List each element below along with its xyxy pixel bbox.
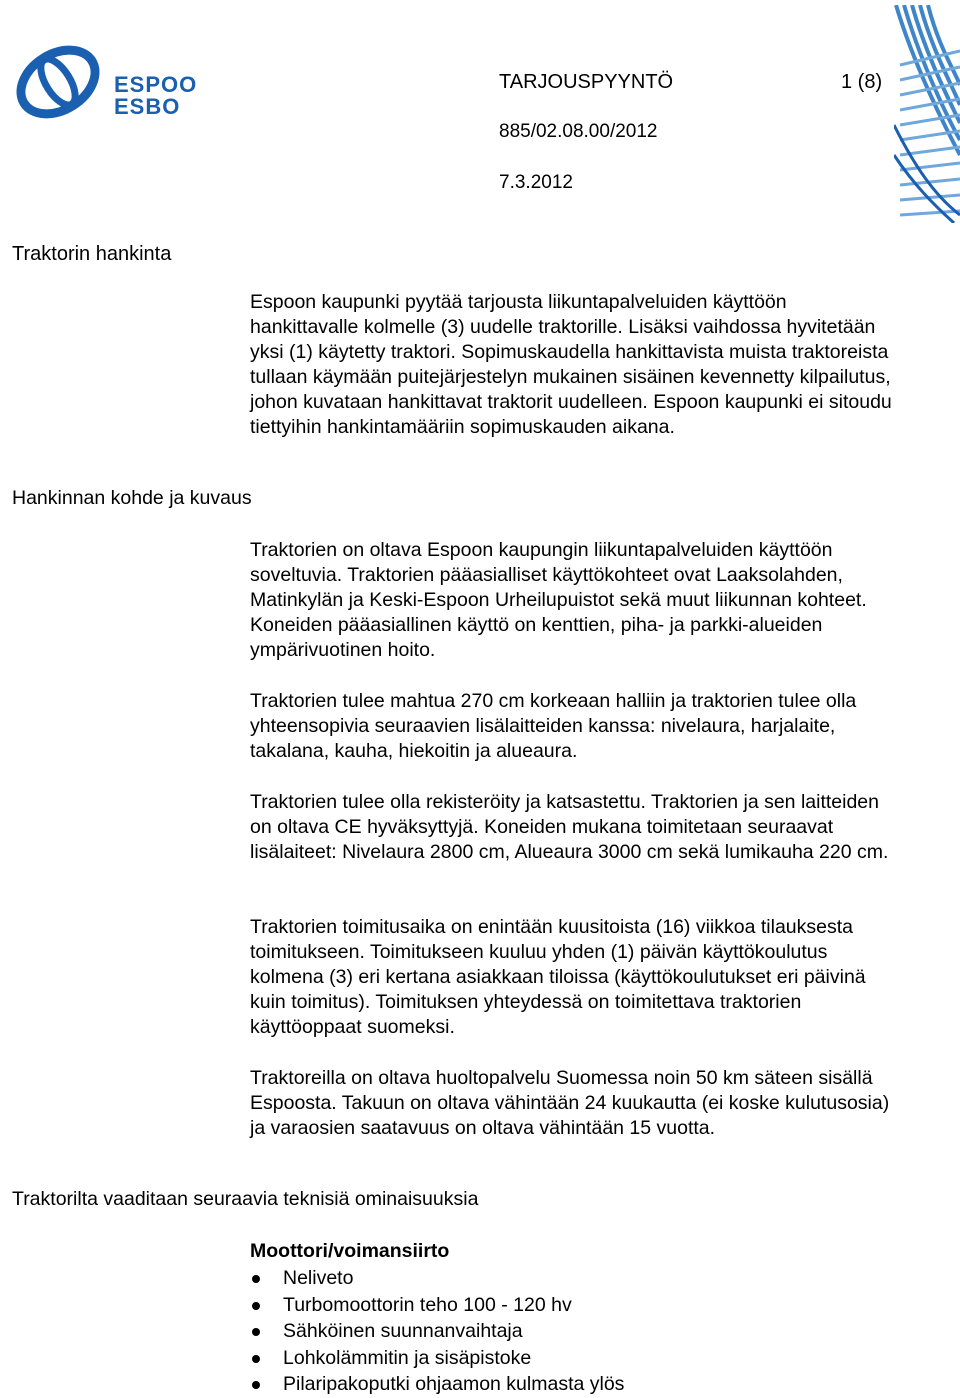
bullet-icon — [252, 1381, 260, 1389]
decorative-corner-graphic — [894, 5, 960, 223]
document-type: TARJOUSPYYNTÖ — [499, 71, 674, 93]
list-item — [250, 1265, 900, 1292]
list-item-text: Pilaripakoputki ohjaamon kulmasta ylös — [283, 1373, 625, 1395]
logo-line-1: ESPOO — [114, 72, 198, 97]
paragraph-intro: Espoon kaupunki pyytää tarjousta liikuntapalveluiden käyttöön hankittavalle kolmelle (3) uudelle traktorille. Lisäksi vaihdossa hyvitetään yksi (1) käytetty traktori. Sopimuskaudella hankittavista muista traktoreista tullaan käymään puitejärjestelyn mukainen sisäinen kevennetty kilpailutus, johon kuvataan hankittavat traktorit uudelleen. Espoon kaupunki ei sitoudu tiettyihin hankintamääriin sopimuskauden aikana. — [250, 291, 892, 438]
list-item — [250, 1318, 900, 1345]
list-item-text: Turbomoottorin teho 100 - 120 hv — [283, 1293, 572, 1316]
paragraph-delivery: Traktorien toimitusaika on enintään kuusitoista (16) viikkoa tilauksesta toimitukseen. Toimitukseen kuuluu yhden (1) päivän käyttökoulutus kolmena (3) eri kertana asiakkaan tiloissa (käyttökoulutukset eri päivinä kuin toimitus). Toimituksen yhteydessä on toimitettava traktorien käyttöoppaat suomeksi. — [250, 916, 866, 1038]
document-date: 7.3.2012 — [499, 172, 573, 193]
list-item — [250, 1371, 900, 1398]
list-item-text: Neliveto — [283, 1267, 354, 1289]
bullet-icon — [252, 1328, 260, 1336]
list-item-text: Lohkolämmitin ja sisäpistoke — [283, 1346, 532, 1369]
bullet-icon — [252, 1275, 260, 1283]
main-title: Traktorin hankinta — [12, 243, 172, 265]
requirements-list — [250, 1265, 900, 1398]
paragraph-dimensions: Traktorien tulee mahtua 270 cm korkeaan halliin ja traktorien tulee olla yhteensopivia seuraavien lisälaitteiden kanssa: nivelaura, harjalaite, takalana, kauha, hiekoitin ja alueaura. — [250, 690, 857, 762]
bullet-icon — [252, 1302, 260, 1310]
list-item-text: Sähköinen suunnanvaihtaja — [283, 1320, 523, 1342]
paragraph-registration: Traktorien tulee olla rekisteröity ja katsastettu. Traktorien ja sen laitteiden on oltava CE hyväksyttyjä. Koneiden mukana toimitetaan seuraavat lisälaiteet: Nivelaura 2800 cm, Alueaura 3000 cm sekä lumikauha 220 cm. — [250, 791, 889, 863]
list-item — [250, 1292, 900, 1319]
page-number: 1 (8) — [841, 71, 883, 93]
paragraph-use: Traktorien on oltava Espoon kaupungin liikuntapalveluiden käyttöön soveltuvia. Traktorien pääasialliset käyttökohteet ovat Laaksolahden, Matinkylän ja Keski-Espoon Urheilupuistot sekä muut liikunnan kohteet. Koneiden pääasiallinen käyttö on kenttien, piha- ja parkki-alueiden ympärivuotinen hoito. — [250, 539, 867, 661]
bullet-icon — [252, 1355, 260, 1363]
subject-title: Hankinnan kohde ja kuvaus — [12, 487, 252, 509]
logo-line-2: ESBO — [114, 94, 181, 119]
paragraph-service: Traktoreilla on oltava huoltopalvelu Suomessa noin 50 km säteen sisällä Espoosta. Takuun on oltava vähintään 24 kuukautta (ei koske kulutusosia) ja varaosien saatavuus on oltava vähintään 15 vuotta. — [250, 1067, 890, 1139]
espoo-logo — [8, 38, 198, 128]
espoo-logo-mark — [8, 38, 112, 128]
list-item — [250, 1345, 900, 1372]
requirements-title: Traktorilta vaaditaan seuraavia teknisiä ominaisuuksia — [12, 1188, 479, 1210]
requirements-heading: Moottori/voimansiirto — [250, 1240, 450, 1262]
document-number: 885/02.08.00/2012 — [499, 121, 658, 142]
